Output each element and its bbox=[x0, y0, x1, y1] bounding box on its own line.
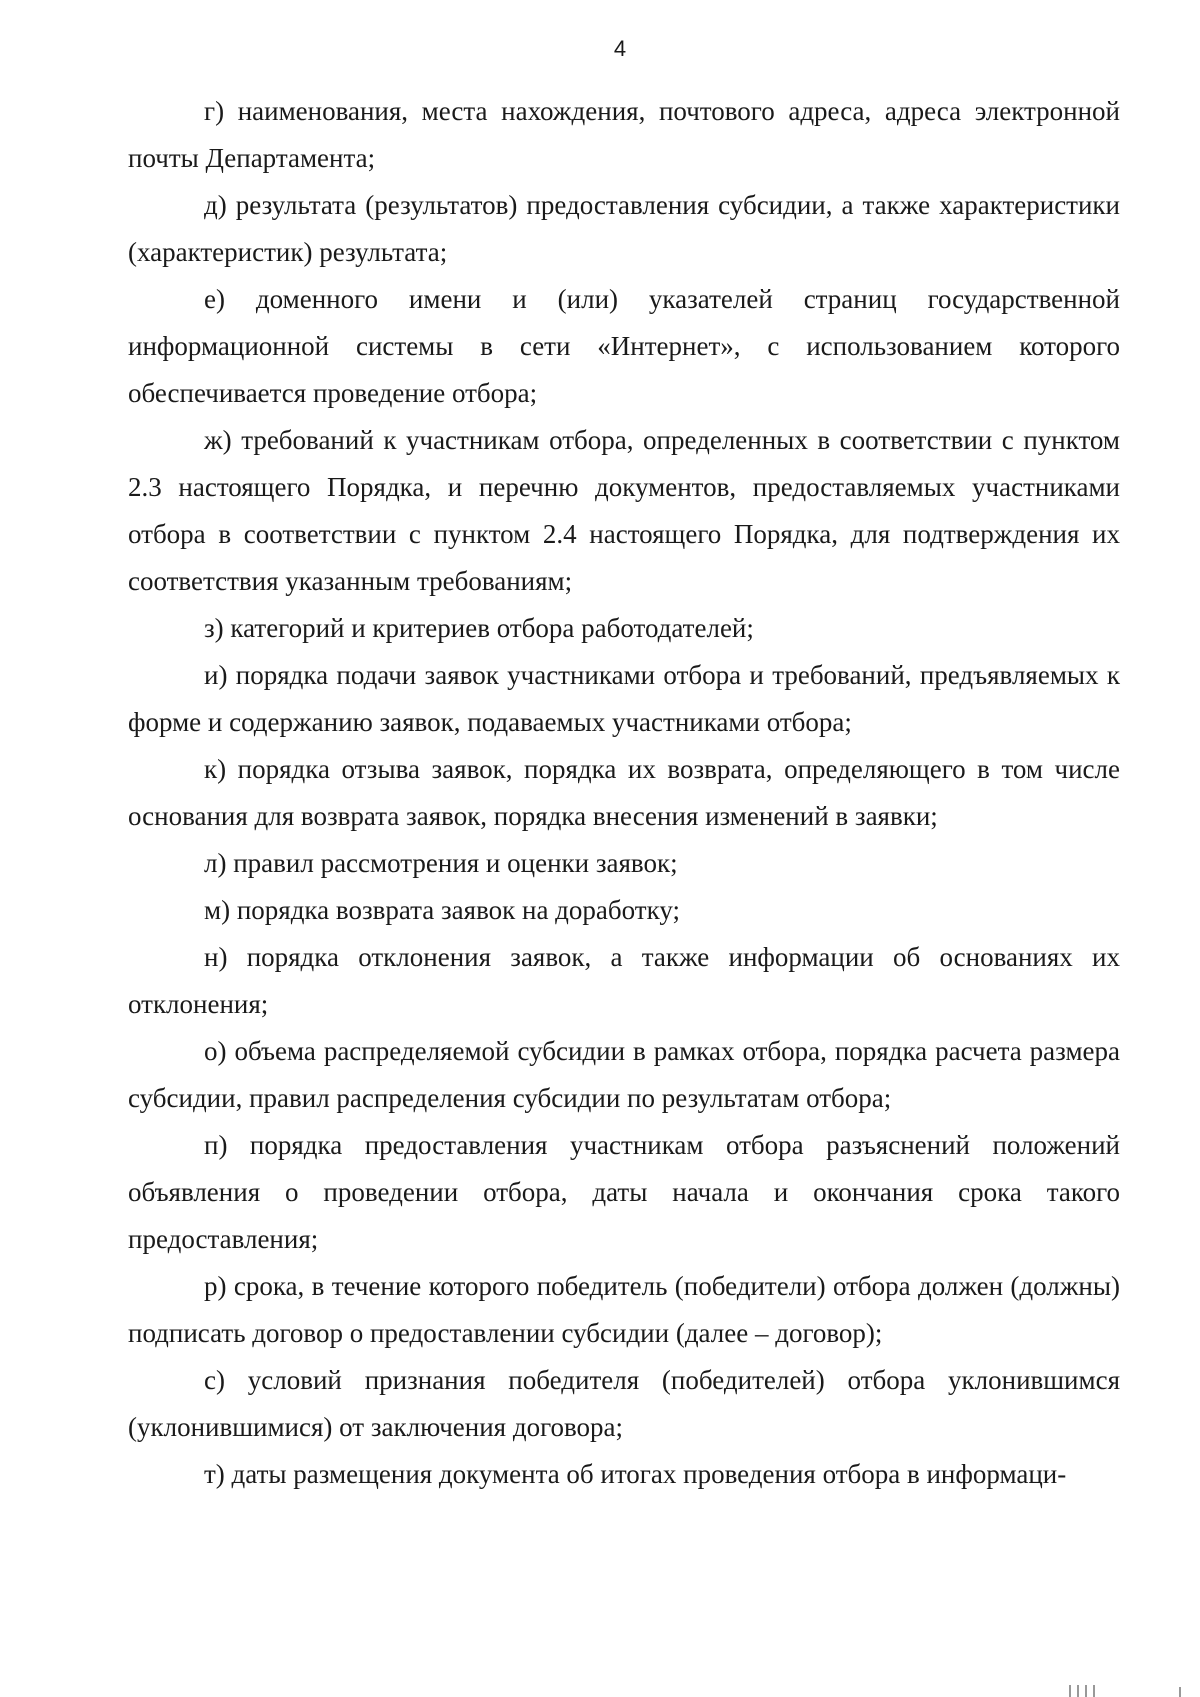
list-item: с) условий признания победителя (победителей) отбора уклонившимся (уклонившимися) от заключения договора; bbox=[128, 1365, 1120, 1442]
list-item: о) объема распределяемой субсидии в рамках отбора, порядка расчета размера субсидии, правил распределения субсидии по результатам отбора; bbox=[128, 1036, 1120, 1113]
list-item: з) категорий и критериев отбора работодателей; bbox=[204, 613, 754, 643]
scan-edge-marks bbox=[1000, 1677, 1200, 1697]
list-item: т) даты размещения документа об итогах проведения отбора в информаци- bbox=[204, 1459, 1067, 1489]
list-item: п) порядка предоставления участникам отбора разъяснений положений объявления о проведении отбора, даты начала и окончания срока такого предоставления; bbox=[128, 1130, 1120, 1254]
list-item: р) срока, в течение которого победитель (победители) отбора должен (должны) подписать договор о предоставлении субсидии (далее – договор); bbox=[128, 1271, 1120, 1348]
list-item: к) порядка отзыва заявок, порядка их возврата, определяющего в том числе основания для возврата заявок, порядка внесения изменений в заявки; bbox=[128, 754, 1120, 831]
page-number: 4 bbox=[613, 36, 627, 61]
list-item: и) порядка подачи заявок участниками отбора и требований, предъявляемых к форме и содержанию заявок, подаваемых участниками отбора; bbox=[128, 660, 1120, 737]
list-item: н) порядка отклонения заявок, а также информации об основаниях их отклонения; bbox=[128, 942, 1120, 1019]
list-item: м) порядка возврата заявок на доработку; bbox=[204, 895, 680, 925]
document-body bbox=[128, 88, 1120, 1498]
list-item: г) наименования, места нахождения, почтового адреса, адреса электронной почты Департамента; bbox=[128, 96, 1120, 173]
list-item: е) доменного имени и (или) указателей страниц государственной информационной системы в сети «Интернет», с использованием которого обеспечивается проведение отбора; bbox=[128, 284, 1120, 408]
list-item: ж) требований к участникам отбора, определенных в соответствии с пунктом 2.3 настоящего Порядка, и перечню документов, предоставляемых участниками отбора в соответствии с пунктом 2.4 настоящего Порядка, для подтверждения их соответствия указанным требованиям; bbox=[128, 425, 1120, 596]
list-item: д) результата (результатов) предоставления субсидии, а также характеристики (характеристик) результата; bbox=[128, 190, 1120, 267]
list-item: л) правил рассмотрения и оценки заявок; bbox=[204, 848, 678, 878]
